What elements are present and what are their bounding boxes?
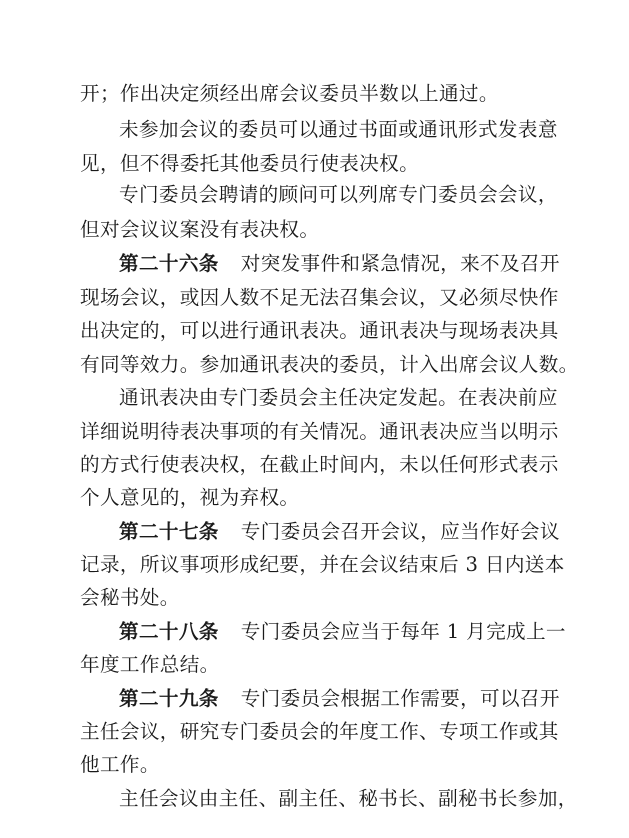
line-text: 的方式行使表决权，在截止时间内，未以任何形式表示 bbox=[80, 453, 559, 476]
line-text: 但对会议议案没有表决权。 bbox=[80, 218, 320, 241]
line-text: 个人意见的，视为弃权。 bbox=[80, 486, 300, 509]
text-line bbox=[80, 581, 180, 615]
paragraph-first-line bbox=[119, 381, 558, 415]
text-line bbox=[80, 548, 565, 582]
line-text: 专门委员会召开会议，应当作好会议 bbox=[240, 520, 560, 543]
line-text: 年度工作总结。 bbox=[80, 653, 220, 676]
line-text: 未参加会议的委员可以通过书面或通讯形式发表意 bbox=[119, 118, 558, 141]
article-28-first-line bbox=[119, 615, 566, 649]
text-line bbox=[80, 448, 559, 482]
text-line bbox=[80, 748, 160, 782]
line-text: 记录，所议事项形成纪要，并在会议结束后 3 日内送本 bbox=[80, 553, 565, 576]
line-text: 通讯表决由专门委员会主任决定发起。在表决前应 bbox=[119, 386, 558, 409]
line-text: 他工作。 bbox=[80, 753, 160, 776]
article-heading: 第二十六条 bbox=[119, 252, 219, 275]
line-text: 专门委员会应当于每年 1 月完成上一 bbox=[240, 620, 566, 643]
text-line bbox=[80, 348, 579, 382]
line-text: 主任会议，研究专门委员会的年度工作、专项工作或其 bbox=[80, 720, 559, 743]
article-27-first-line bbox=[119, 515, 560, 549]
text-line bbox=[80, 77, 499, 111]
paragraph-first-line bbox=[119, 113, 558, 147]
line-text: 出决定的，可以进行通讯表决。通讯表决与现场表决具 bbox=[80, 319, 559, 342]
line-text: 详细说明待表决事项的有关情况。通讯表决应当以明示 bbox=[80, 420, 559, 443]
line-text: 有同等效力。参加通讯表决的委员，计入出席会议人数。 bbox=[80, 353, 579, 376]
text-line bbox=[80, 715, 559, 749]
paragraph-first-line bbox=[119, 782, 578, 816]
line-text: 对突发事件和紧急情况，来不及召开 bbox=[240, 252, 560, 275]
line-text: 现场会议，或因人数不足无法召集会议，又必须尽快作 bbox=[80, 286, 559, 309]
article-29-first-line bbox=[119, 682, 560, 716]
text-line bbox=[80, 481, 299, 515]
line-text: 见，但不得委托其他委员行使表决权。 bbox=[80, 152, 420, 175]
line-text: 会秘书处。 bbox=[80, 586, 180, 609]
article-heading: 第二十七条 bbox=[119, 520, 219, 543]
line-text: 专门委员会聘请的顾问可以列席专门委员会会议， bbox=[119, 183, 558, 206]
text-line bbox=[80, 415, 559, 449]
text-line bbox=[80, 281, 559, 315]
line-text: 开；作出决定须经出席会议委员半数以上通过。 bbox=[80, 82, 499, 105]
text-line bbox=[80, 648, 220, 682]
article-heading: 第二十八条 bbox=[119, 620, 219, 643]
line-text: 专门委员会根据工作需要，可以召开 bbox=[240, 687, 560, 710]
article-26-first-line bbox=[119, 247, 560, 281]
text-line bbox=[80, 314, 559, 348]
text-line bbox=[80, 213, 319, 247]
line-text: 主任会议由主任、副主任、秘书长、副秘书长参加， bbox=[119, 787, 578, 810]
article-heading: 第二十九条 bbox=[119, 687, 219, 710]
text-line bbox=[80, 147, 419, 181]
paragraph-first-line bbox=[119, 178, 558, 212]
